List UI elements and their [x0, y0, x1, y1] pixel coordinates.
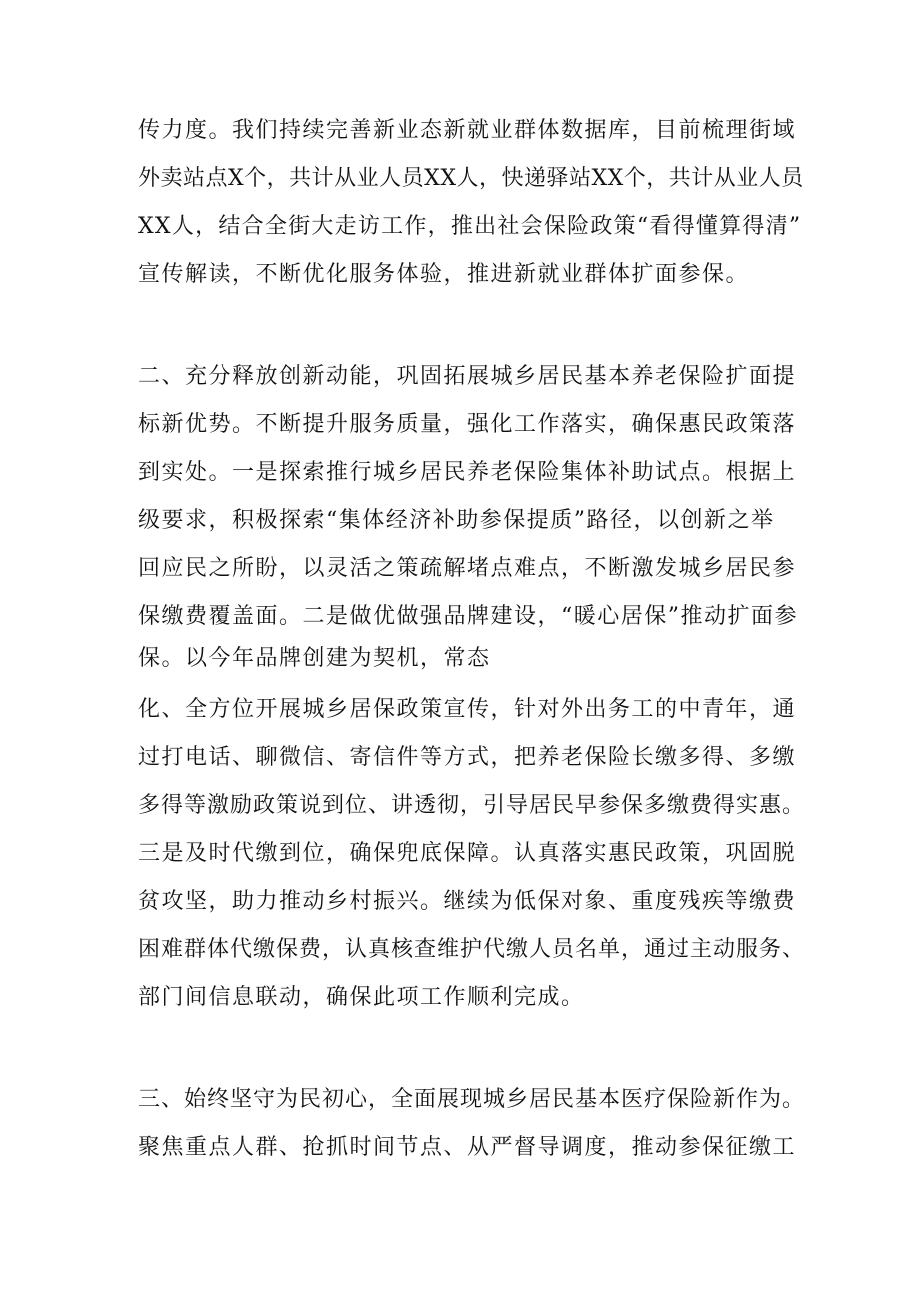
text-line: 三是及时代缴到位，确保兜底保障。认真落实惠民政策，巩固脱: [138, 841, 797, 866]
text-line: 多得等激励政策说到位、讲透彻，引导居民早参保多缴费得实惠。: [138, 793, 806, 818]
text-line: 外卖站点X个，共计从业人员XX人，快递驿站XX个，共计从业人员: [138, 166, 804, 191]
text-line: 保缴费覆盖面。二是做优做强品牌建设，“暖心居保”推动扩面参: [138, 604, 798, 629]
text-line: 三、始终坚守为民初心，全面展现城乡居民基本医疗保险新作为。: [138, 1087, 806, 1112]
text-line: 困难群体代缴保费，认真核查维护代缴人员名单，通过主动服务、: [138, 937, 806, 962]
text-line: 聚焦重点人群、抢抓时间节点、从严督导调度，推动参保征缴工: [138, 1135, 797, 1160]
text-line: 回应民之所盼，以灵活之策疏解堵点难点，不断激发城乡居民参: [138, 556, 797, 581]
text-line: 宣传解读，不断优化服务体验，推进新就业群体扩面参保。: [138, 262, 750, 287]
text-line: 化、全方位开展城乡居保政策宣传，针对外出务工的中青年，通: [138, 697, 797, 722]
text-line: 贫攻坚，助力推动乡村振兴。继续为低保对象、重度残疾等缴费: [138, 889, 797, 914]
text-line: 传力度。我们持续完善新业态新就业群体数据库，目前梳理街域: [138, 118, 797, 143]
text-line: XX人，结合全街大走访工作，推出社会保险政策“看得懂算得清”: [138, 214, 802, 239]
text-line: 级要求，积极探索“集体经济补助参保提质”路径，以创新之举: [138, 508, 775, 533]
text-line: 到实处。一是探索推行城乡居民养老保险集体补助试点。根据上: [138, 460, 797, 485]
text-line: 二、充分释放创新动能，巩固拓展城乡居民基本养老保险扩面提: [138, 364, 797, 389]
text-line: 标新优势。不断提升服务质量，强化工作落实，确保惠民政策落: [138, 412, 797, 437]
text-line: 过打电话、聊微信、寄信件等方式，把养老保险长缴多得、多缴: [138, 745, 797, 770]
text-line: 部门间信息联动，确保此项工作顺利完成。: [138, 985, 585, 1010]
text-line: 保。以今年品牌创建为契机，常态: [138, 646, 491, 671]
